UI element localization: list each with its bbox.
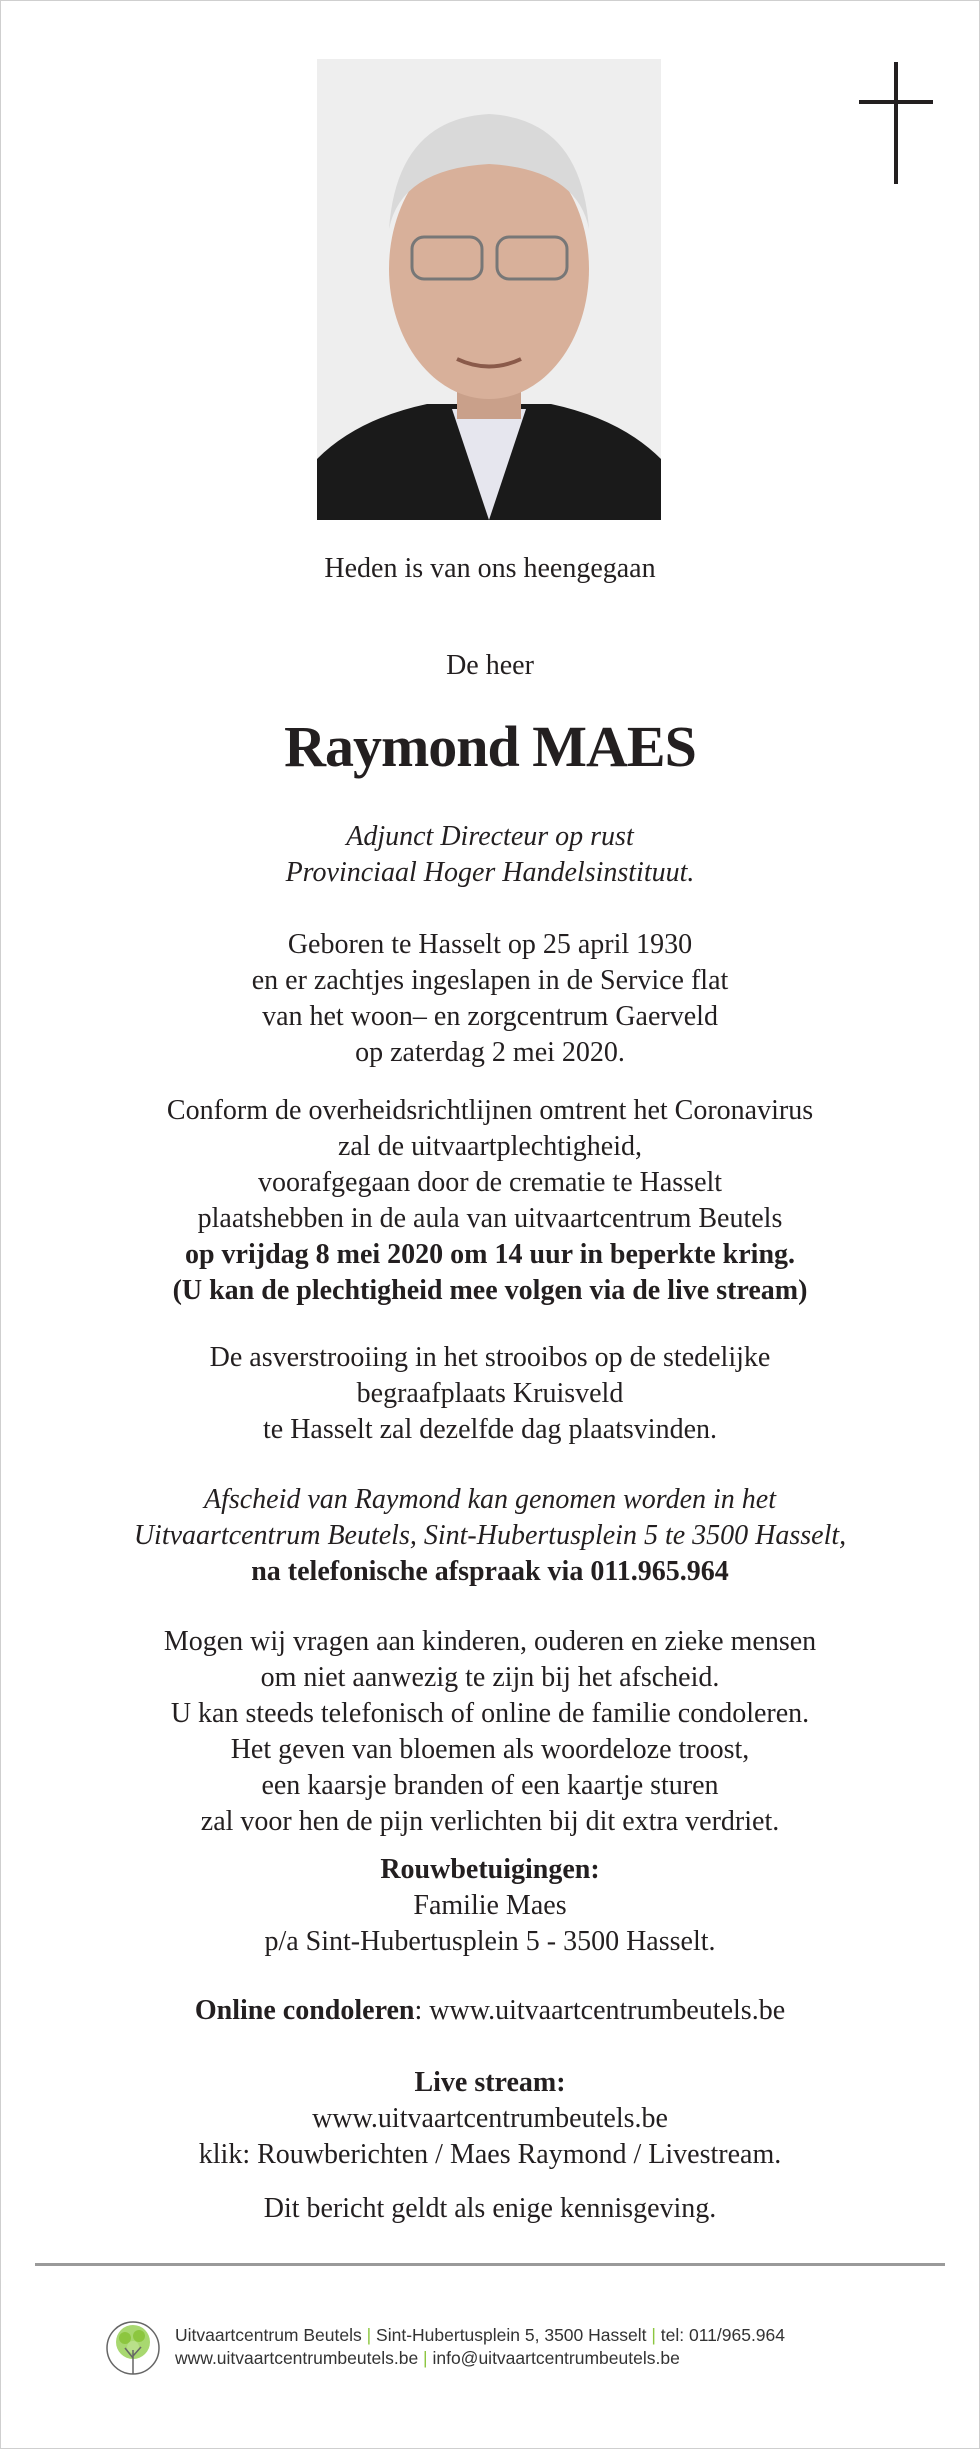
request-line: Het geven van bloemen als woordeloze troost, <box>230 1734 750 1765</box>
footer-phone: tel: 011/965.964 <box>660 2325 786 2345</box>
birth-line: en er zachtjes ingeslapen in de Service flat <box>251 965 729 996</box>
ceremony-block <box>40 1093 940 1309</box>
portrait-photo <box>317 59 661 520</box>
request-line: Mogen wij vragen aan kinderen, ouderen en zieke mensen <box>163 1626 817 1657</box>
condolences-line: p/a Sint-Hubertusplein 5 - 3500 Hasselt. <box>264 1926 716 1957</box>
salutation: De heer <box>446 650 534 681</box>
scattering-block <box>40 1340 940 1448</box>
deceased-name: Raymond MAES <box>284 714 696 779</box>
condolences-line: Familie Maes <box>413 1890 567 1921</box>
condolences-block <box>40 1852 940 1960</box>
request-line: een kaarsje branden of een kaartje sturen <box>261 1770 719 1801</box>
scattering-line: begraafplaats Kruisveld <box>356 1378 624 1409</box>
request-line: om niet aanwezig te zijn bij het afscheid. <box>260 1662 720 1693</box>
footer-website[interactable]: www.uitvaartcentrumbeutels.be <box>175 2348 419 2368</box>
title-line: Adjunct Directeur op rust <box>346 821 634 852</box>
intro-text: Heden is van ons heengegaan <box>324 553 656 584</box>
ceremony-line: zal de uitvaartplechtigheid, <box>338 1131 642 1162</box>
condolences-heading: Rouwbetuigingen: <box>380 1854 600 1885</box>
online-condolences <box>40 1993 940 2029</box>
birth-line: van het woon– en zorgcentrum Gaerveld <box>262 1001 718 1032</box>
livestream-url[interactable]: www.uitvaartcentrumbeutels.be <box>312 2103 668 2134</box>
birth-line: op zaterdag 2 mei 2020. <box>355 1037 625 1068</box>
farewell-line: Afscheid van Raymond kan genomen worden in het <box>203 1484 777 1515</box>
online-url[interactable]: : www.uitvaartcentrumbeutels.be <box>414 1995 786 2026</box>
title-line: Provinciaal Hoger Handelsinstituut. <box>285 857 695 888</box>
footer-company: Uitvaartcentrum Beutels <box>175 2325 362 2345</box>
livestream-note: (U kan de plechtigheid mee volgen via de live stream) <box>172 1275 808 1306</box>
request-line: zal voor hen de pijn verlichten bij dit extra verdriet. <box>200 1806 780 1837</box>
tree-logo-icon <box>105 2320 161 2376</box>
footer-address: Sint-Hubertusplein 5, 3500 Hasselt <box>376 2325 647 2345</box>
footer-email[interactable]: info@uitvaartcentrumbeutels.be <box>432 2348 680 2368</box>
scattering-line: De asverstrooiing in het strooibos op de stedelijke <box>209 1342 771 1373</box>
farewell-line: Uitvaartcentrum Beutels, Sint-Hubertusplein 5 te 3500 Hasselt, <box>133 1520 847 1551</box>
ceremony-date: op vrijdag 8 mei 2020 om 14 uur in beperkte kring. <box>184 1239 796 1270</box>
online-label: Online condoleren <box>194 1995 415 2026</box>
scattering-line: te Hasselt zal dezelfde dag plaatsvinden. <box>262 1414 718 1445</box>
farewell-block <box>40 1482 940 1590</box>
birth-block <box>40 927 940 1071</box>
ceremony-line: voorafgegaan door de crematie te Hasselt <box>257 1167 723 1198</box>
livestream-block <box>40 2065 940 2173</box>
livestream-heading: Live stream: <box>414 2067 566 2098</box>
separator: | <box>651 2325 656 2345</box>
ceremony-line: Conform de overheidsrichtlijnen omtrent het Coronavirus <box>166 1095 814 1126</box>
ceremony-line: plaatshebben in de aula van uitvaartcentrum Beutels <box>197 1203 783 1234</box>
cross-icon <box>859 62 933 184</box>
request-block <box>40 1624 940 1840</box>
titles <box>40 819 940 891</box>
separator: | <box>366 2325 372 2345</box>
request-line: U kan steeds telefonisch of online de familie condoleren. <box>170 1698 810 1729</box>
separator: | <box>423 2348 428 2368</box>
notice: Dit bericht geldt als enige kennisgeving. <box>263 2193 717 2224</box>
birth-line: Geboren te Hasselt op 25 april 1930 <box>287 929 693 960</box>
divider <box>35 2263 945 2266</box>
farewell-phone: na telefonische afspraak via 011.965.964 <box>251 1556 729 1587</box>
livestream-instructions: klik: Rouwberichten / Maes Raymond / Livestream. <box>198 2139 782 2170</box>
